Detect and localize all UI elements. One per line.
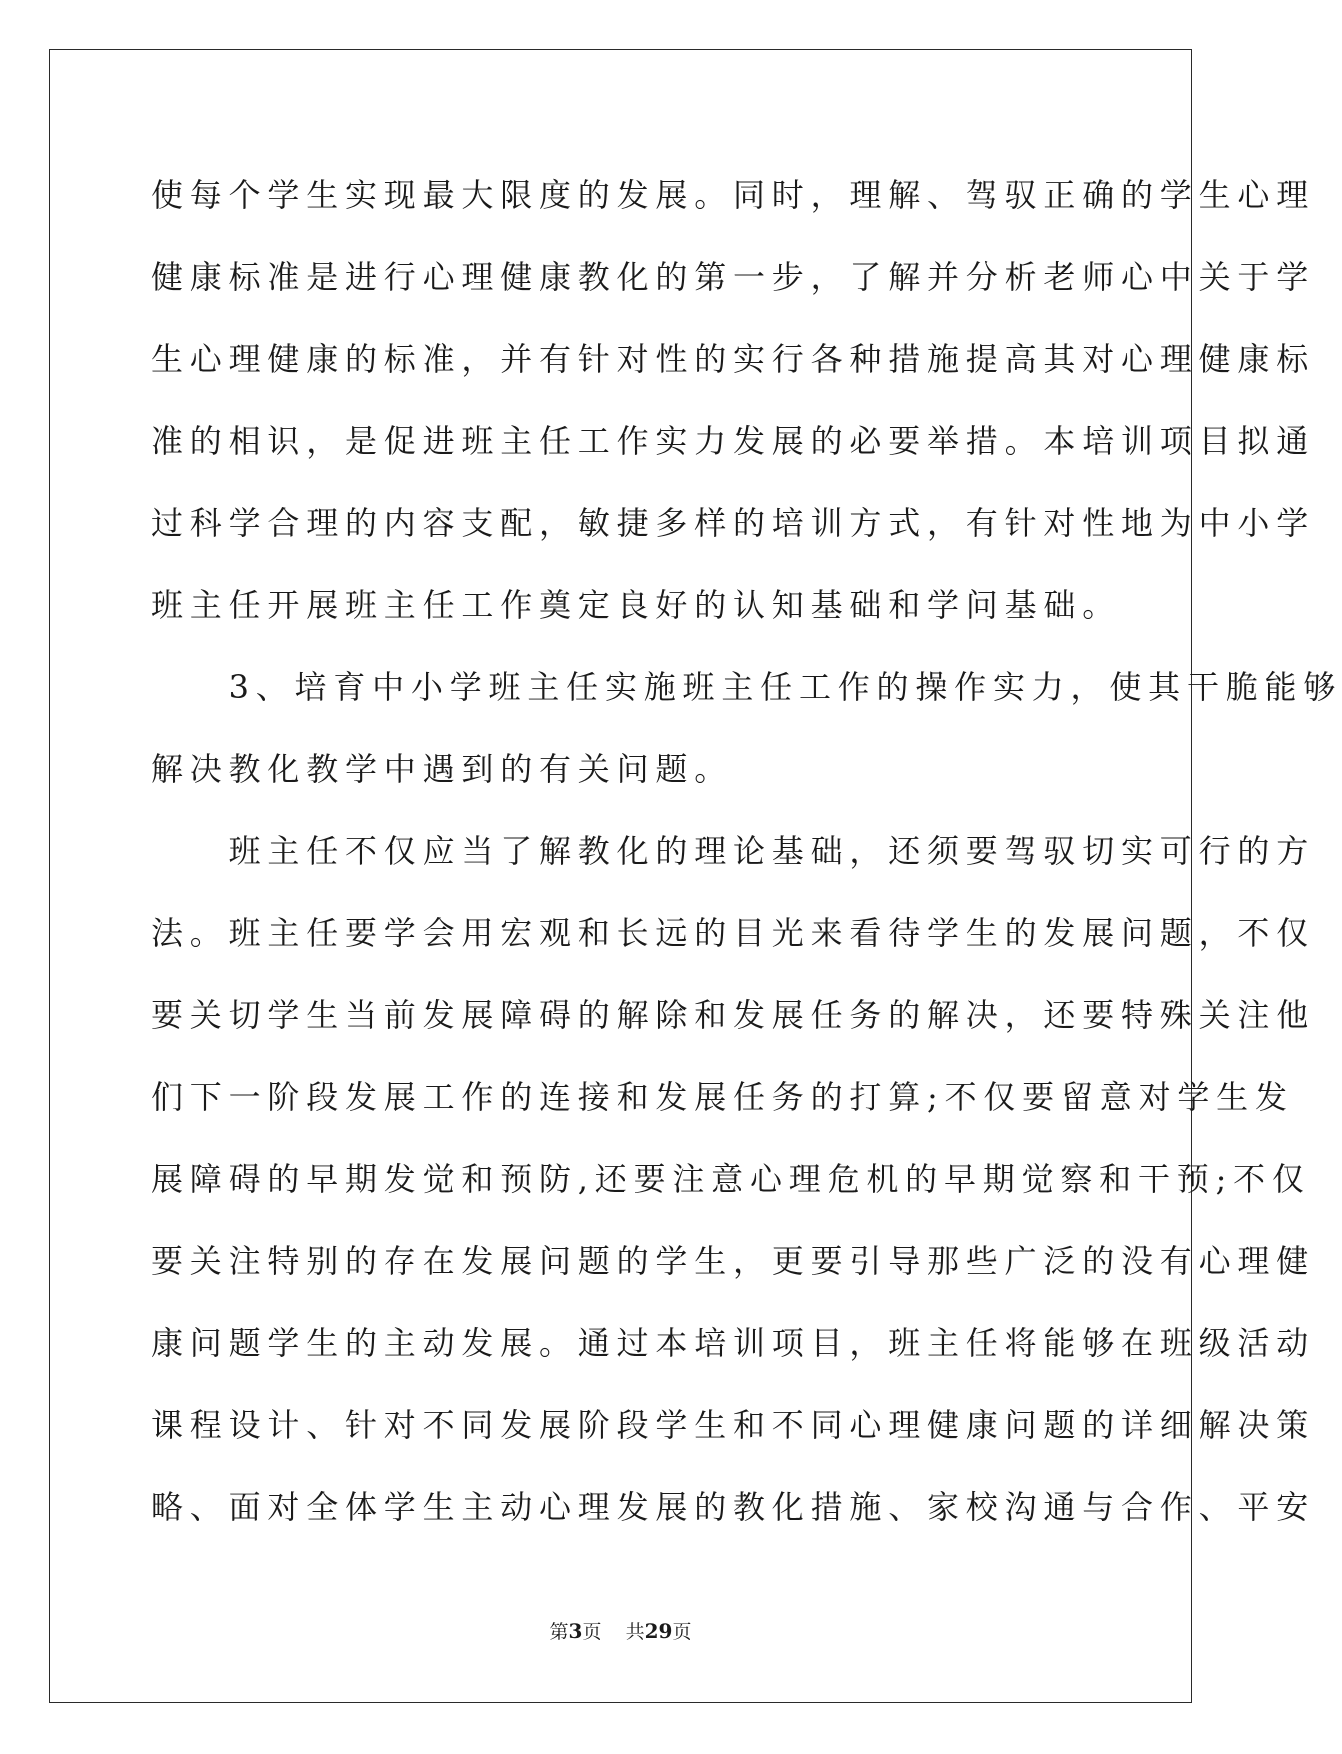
text-line: 过科学合理的内容支配，敏捷多样的培训方式，有针对性地为中小学	[151, 504, 1316, 542]
text-line: 准的相识，是促进班主任工作实力发展的必要举措。本培训项目拟通	[151, 422, 1316, 460]
total-prefix: 共	[625, 1621, 645, 1643]
total-pages: 29	[644, 1619, 673, 1643]
text-line: 使每个学生实现最大限度的发展。同时，理解、驾驭正确的学生心理	[151, 176, 1316, 214]
text-line: 解决教化教学中遇到的有关问题。	[151, 750, 734, 788]
text-line: 班主任开展班主任工作奠定良好的认知基础和学问基础。	[151, 586, 1122, 624]
page-footer	[0, 1617, 1241, 1644]
text-line: 们下一阶段发展工作的连接和发展任务的打算;不仅要留意对学生发	[151, 1078, 1294, 1116]
text-line: 康问题学生的主动发展。通过本培训项目，班主任将能够在班级活动	[151, 1324, 1316, 1362]
page-suffix: 页	[582, 1621, 602, 1643]
text-line: 班主任不仅应当了解教化的理论基础，还须要驾驭切实可行的方	[151, 832, 1316, 870]
text-line: 略、面对全体学生主动心理发展的教化措施、家校沟通与合作、平安	[151, 1488, 1316, 1526]
text-line: 生心理健康的标准，并有针对性的实行各种措施提高其对心理健康标	[151, 340, 1316, 378]
document-body	[151, 154, 1342, 1548]
text-line: 3、培育中小学班主任实施班主任工作的操作实力，使其干脆能够	[151, 668, 1342, 706]
total-suffix: 页	[672, 1621, 692, 1643]
text-line: 课程设计、针对不同发展阶段学生和不同心理健康问题的详细解决策	[151, 1406, 1316, 1444]
text-line: 要关切学生当前发展障碍的解除和发展任务的解决，还要特殊关注他	[151, 996, 1316, 1034]
text-line: 展障碍的早期发觉和预防,还要注意心理危机的早期觉察和干预;不仅	[151, 1160, 1311, 1198]
page-prefix: 第	[549, 1621, 569, 1643]
text-line: 健康标准是进行心理健康教化的第一步，了解并分析老师心中关于学	[151, 258, 1316, 296]
text-line: 要关注特别的存在发展问题的学生，更要引导那些广泛的没有心理健	[151, 1242, 1316, 1280]
text-line: 法。班主任要学会用宏观和长远的目光来看待学生的发展问题，不仅	[151, 914, 1316, 952]
page-number: 3	[568, 1619, 583, 1643]
